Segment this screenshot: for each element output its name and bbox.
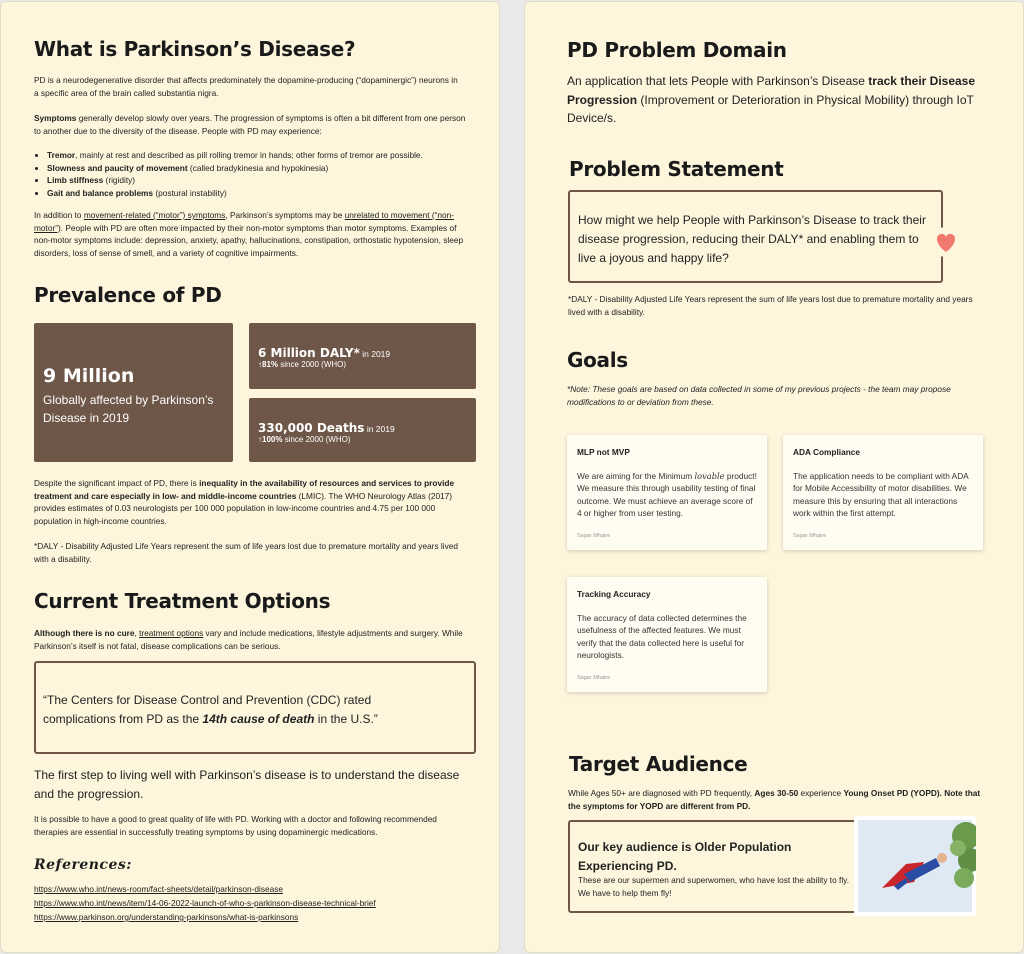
intro-paragraph: PD is a neurodegenerative disorder that affects predominately the dopamine-producing (“dopaminergic”) neurons in a specific area of the brain called substantia nigra. [34, 75, 458, 98]
stat-card-affected [34, 323, 233, 462]
non-motor-link[interactable]: unrelated to movement (“non-motor”) [34, 210, 454, 233]
problem-daly-footnote: *DALY - Disability Adjusted Life Years represent the sum of life years lost due to premature mortality and years lived with a disability. [568, 294, 973, 317]
problem-statement: How might we help People with Parkinson’s Disease to track their disease progression, reducing their DALY* and enabling them to live a joyous and happy life? [578, 213, 926, 265]
stat-daly-change: ↑81% since 2000 (WHO) [258, 360, 347, 369]
goal-card-mlp [567, 435, 767, 550]
stat-deaths-change: ↑100% since 2000 (WHO) [258, 435, 351, 444]
goal-card-body: We are aiming for the Minimum lovable product! We measure this through usability testing of final outcome. We must achieve an average score of 4 or higher from user testing. [577, 471, 757, 519]
list-item: • Slowness and paucity of movement (called bradykinesia and hypokinesia) [47, 162, 474, 175]
symptoms-label: Symptoms [34, 113, 77, 123]
flying-superhero-image [854, 816, 976, 916]
goal-card-title: MLP not MVP [577, 447, 630, 457]
stat-affected-number: 9 Million [43, 365, 135, 387]
list-item: • Gait and balance problems (postural instability) [47, 187, 474, 200]
key-audience-text: These are our supermen and superwomen, who have lost the ability to fly. We have to help them fly! [578, 875, 850, 898]
reference-link[interactable]: https://www.who.int/news-room/fact-sheets/detail/parkinson-disease [34, 884, 284, 894]
goal-card-author: Sagar Mhatre [793, 533, 827, 539]
symptoms-paragraph [34, 112, 466, 137]
goals-note: *Note: These goals are based on data collected in some of my previous projects - the team may propose modifications to or deviation from these. [567, 384, 951, 407]
stat-card-deaths: 330,000 Deaths in 2019 ↑100% since 2000 (WHO) [249, 398, 476, 462]
goal-card-title: Tracking Accuracy [577, 589, 651, 599]
list-item: • Tremor, mainly at rest and described as pill rolling tremor in hands; other forms of tremor are possible. [47, 149, 474, 162]
problem-title: Problem Statement [569, 157, 784, 181]
goal-card-body: The application needs to be compliant with ADA for Mobile Accessibility of motor disabilities. We measure this by ensuring that all interactions work within the first attempt. [793, 471, 969, 519]
goal-card-author: Sagar Mhatre [577, 533, 611, 539]
stat-deaths-number: 330,000 Deaths [258, 421, 365, 435]
goal-card-body: The accuracy of data collected determines the usefulness of the affected features. We must verify that the data collected here is useful for neurologists. [577, 613, 747, 661]
stat-daly-number: 6 Million DALY* [258, 346, 360, 360]
audience-paragraph: While Ages 50+ are diagnosed with PD frequently, Ages 30-50 experience Young Onset PD (YOPD). Note that the symptoms for YOPD are different from PD. [568, 788, 981, 811]
key-audience-box [568, 820, 868, 913]
references-list [34, 882, 484, 924]
goals-title: Goals [567, 348, 628, 372]
reference-link[interactable]: https://www.parkinson.org/understanding-parkinsons/what-is-parkinsons [34, 912, 299, 922]
inequality-paragraph: Despite the significant impact of PD, there is inequality in the availability of resources and services to provide treatment and care especially in low- and middle-income countries (LMIC). The WHO Neurology Atlas (2017) provides estimates of 0.03 neurologists per 100 000 population in low-income countries and 4.75 per 100 000 population in high-income countries. [34, 478, 455, 526]
domain-title: PD Problem Domain [567, 38, 787, 62]
prevalence-title: Prevalence of PD [34, 283, 222, 307]
treatment-options-link[interactable]: treatment options [139, 628, 204, 638]
pd-title: What is Parkinson’s Disease? [34, 37, 356, 61]
references-title: References: [34, 857, 132, 873]
domain-text: An application that lets People with Parkinson’s Disease track their Disease Progression (Improvement or Deterioration in Physical Mobility) through IoT Device/s. [567, 74, 976, 125]
motor-symptoms-link[interactable]: movement-related (“motor”) symptoms [83, 210, 226, 220]
goal-card-title: ADA Compliance [793, 447, 860, 457]
treatment-paragraph: Although there is no cure, treatment options vary and include medications, lifestyle adjustments and surgery. While Parkinson’s itself is not fatal, disease complications can be serious. [34, 628, 463, 651]
left-page [0, 1, 500, 953]
reference-link[interactable]: https://www.who.int/news/item/14-06-2022-launch-of-who-s-parkinson-disease-technical-brief [34, 898, 376, 908]
audience-title: Target Audience [569, 752, 748, 776]
quality-of-life-paragraph: It is possible to have a good to great quality of life with PD. Working with a doctor and following recommended therapies are essential in successfully treating symptoms by using dopaminergic medications. [34, 814, 437, 837]
non-motor-paragraph: In addition to movement-related (“motor”) symptoms, Parkinson’s symptoms may be unrelated to movement (“non-motor”). People with PD are often more impacted by their non-motor symptoms than motor symptoms. Examples of non-motor symptoms include: depression, anxiety, apathy, hallucinations, constipation, orthostatic hypotension, sleep disorders, loss of sense of smell, and a variety of cognitive impairments. [34, 210, 464, 258]
goal-card-tracking [567, 577, 767, 692]
goal-card-ada [783, 435, 983, 550]
right-page [524, 1, 1024, 953]
daly-footnote: *DALY - Disability Adjusted Life Years represent the sum of life years lost due to premature mortality and years lived with a disability. [34, 541, 458, 564]
list-item: • Limb stiffness (rigidity) [47, 174, 474, 187]
stat-affected-label: Globally affected by Parkinson’s Disease in 2019 [43, 393, 214, 425]
stat-card-daly: 6 Million DALY* in 2019 ↑81% since 2000 (WHO) [249, 323, 476, 389]
first-step-text: The first step to living well with Parkinson’s disease is to understand the disease and the progression. [34, 768, 460, 801]
symptoms-list [34, 149, 474, 199]
cdc-quote: “The Centers for Disease Control and Prevention (CDC) rated complications from PD as the 14th cause of death in the U.S.” [34, 661, 476, 754]
goal-card-author: Sagar Mhatre [577, 675, 611, 681]
symptoms-text: generally develop slowly over years. The progression of symptoms is often a bit different from one person to another due to the diversity of the disease. People with PD may experience: [34, 113, 466, 136]
treatment-title: Current Treatment Options [34, 589, 331, 613]
heart-icon [929, 225, 963, 259]
problem-statement-box [568, 190, 943, 283]
key-audience-title: Our key audience is Older Population Experiencing PD. [578, 840, 792, 873]
